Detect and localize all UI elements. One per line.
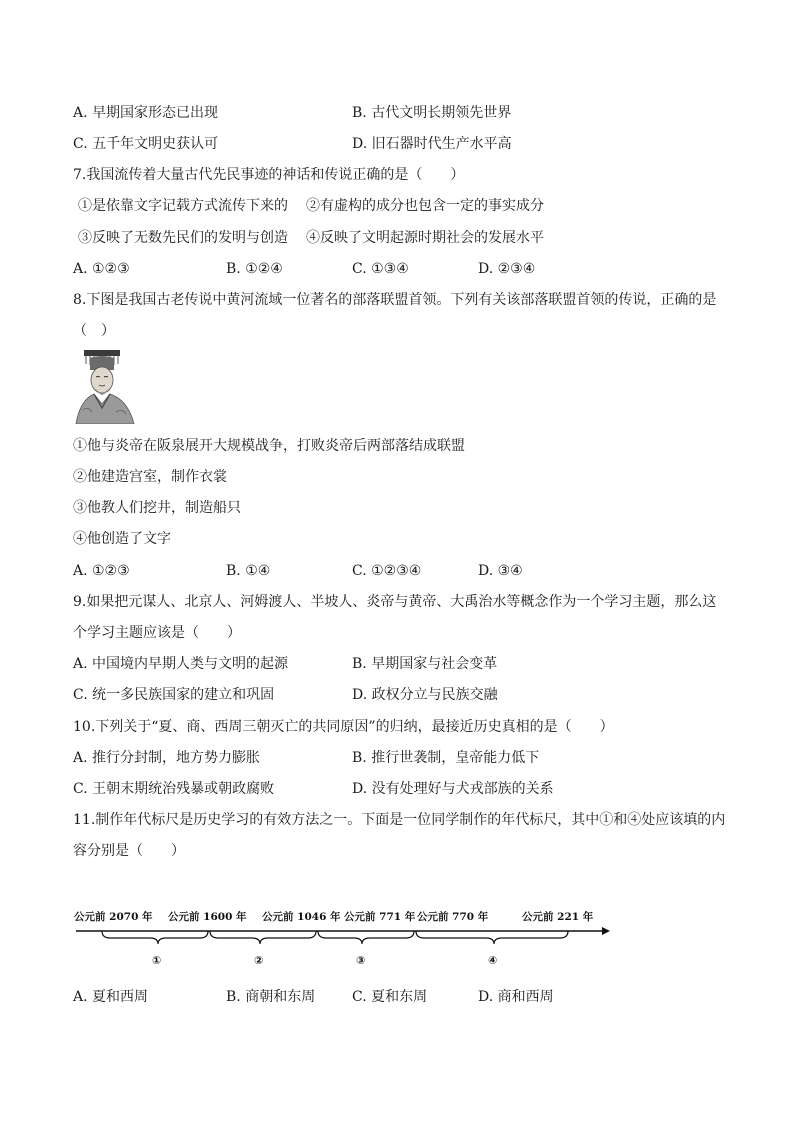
- q8-statement-2: ②他建造宫室，制作衣裳: [73, 469, 227, 485]
- q10-option-a: A. 推行分封制，地方势力膨胀: [73, 750, 261, 766]
- brace-4: [416, 931, 568, 944]
- q10-option-b: B. 推行世袭制，皇帝能力低下: [352, 750, 540, 766]
- q7-statement-2: ②有虚构的成分也包含一定的事实成分: [306, 198, 544, 214]
- q9-stem-line1: 9.如果把元谋人、北京人、河姆渡人、半坡人、炎帝与黄帝、大禹治水等概念作为一个学习主题，那么这: [73, 594, 717, 610]
- q7-option-b: B. ①②④: [226, 261, 283, 277]
- q11-stem-line1: 11.制作年代标尺是历史学习的有效方法之一。下面是一位同学制作的年代标尺，其中①和④处应该填的内: [73, 812, 726, 828]
- q6-option-c: C. 五千年文明史获认可: [73, 136, 219, 152]
- q9-option-b: B. 早期国家与社会变革: [352, 656, 498, 672]
- timeline-label-2: 公元前 1600 年: [168, 911, 247, 923]
- brace-2: [210, 931, 316, 944]
- q9-option-a: A. 中国境内早期人类与文明的起源: [73, 656, 289, 672]
- q7-statement-4: ④反映了文明起源时期社会的发展水平: [306, 230, 544, 246]
- yellow-emperor-portrait: [72, 348, 140, 424]
- brace-1: [102, 931, 208, 944]
- q7-statement-1: ①是依靠文字记载方式流传下来的: [78, 198, 288, 214]
- q6-option-d: D. 旧石器时代生产水平高: [352, 136, 512, 152]
- q8-option-d: D. ③④: [478, 563, 523, 579]
- timeline-label-1: 公元前 2070 年: [74, 911, 153, 923]
- q8-statement-4: ④他创造了文字: [73, 531, 171, 547]
- timeline-mark-3: ③: [356, 954, 366, 967]
- q6-option-b: B. 古代文明长期领先世界: [352, 105, 512, 121]
- q7-option-a: A. ①②③: [73, 261, 130, 277]
- q11-option-c: C. 夏和东周: [352, 989, 428, 1005]
- q8-option-b: B. ①④: [226, 563, 271, 579]
- timeline-label-3: 公元前 1046 年: [262, 911, 341, 923]
- brace-3: [318, 931, 414, 944]
- q8-option-c: C. ①②③④: [352, 563, 422, 579]
- q10-stem: 10.下列关于“夏、商、西周三朝灭亡的共同原因”的归纳，最接近历史真相的是（ ）: [73, 719, 614, 735]
- q7-option-d: D. ②③④: [478, 261, 536, 277]
- q6-option-a: A. 早期国家形态已出现: [73, 105, 219, 121]
- q8-option-a: A. ①②③: [73, 563, 130, 579]
- era-timeline: [70, 900, 630, 980]
- q8-statement-3: ③他教人们挖井，制造船只: [73, 500, 241, 516]
- q7-stem: 7.我国流传着大量古代先民事迹的神话和传说正确的是（ ）: [73, 167, 465, 183]
- q7-statement-3: ③反映了无数先民们的发明与创造: [78, 230, 288, 246]
- q9-option-c: C. 统一多民族国家的建立和巩固: [73, 687, 275, 703]
- q10-option-d: D. 没有处理好与犬戎部族的关系: [352, 781, 554, 797]
- q8-stem-line1: 8.下图是我国古老传说中黄河流域一位著名的部落联盟首领。下列有关该部落联盟首领的传说，正确的是: [73, 292, 717, 308]
- q11-option-a: A. 夏和西周: [73, 989, 149, 1005]
- timeline-arrow-icon: [602, 927, 610, 935]
- timeline-mark-2: ②: [254, 954, 264, 967]
- timeline-label-5: 公元前 770 年: [417, 911, 489, 923]
- q11-option-b: B. 商朝和东周: [226, 989, 316, 1005]
- q8-statement-1: ①他与炎帝在阪泉展开大规模战争，打败炎帝后两部落结成联盟: [73, 438, 465, 454]
- timeline-label-6: 公元前 221 年: [522, 911, 594, 923]
- q10-option-c: C. 王朝末期统治残暴或朝政腐败: [73, 781, 275, 797]
- q11-stem-line2: 容分别是（ ）: [73, 843, 185, 859]
- timeline-mark-4: ④: [488, 954, 498, 967]
- q7-option-c: C. ①③④: [352, 261, 409, 277]
- q8-stem-line2: （ ）: [73, 323, 115, 339]
- timeline-mark-1: ①: [152, 954, 162, 967]
- q9-stem-line2: 个学习主题应该是（ ）: [73, 625, 241, 641]
- q9-option-d: D. 政权分立与民族交融: [352, 687, 498, 703]
- q11-option-d: D. 商和西周: [478, 989, 554, 1005]
- timeline-label-4: 公元前 771 年: [344, 911, 416, 923]
